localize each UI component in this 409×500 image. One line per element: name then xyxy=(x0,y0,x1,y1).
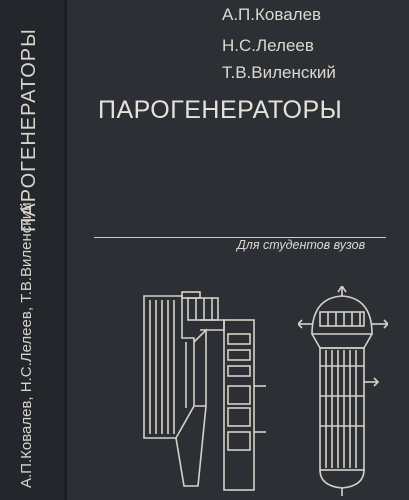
audience-note: Для студентов вузов xyxy=(237,238,366,252)
book-spine xyxy=(0,0,64,500)
spine-title: ПАРОГЕНЕРАТОРЫ xyxy=(18,28,40,232)
author-3: Т.В.Виленский xyxy=(222,63,336,82)
author-2: Н.С.Лелеев xyxy=(222,36,314,55)
author-1: А.П.Ковалев xyxy=(222,5,322,24)
book-title: ПАРОГЕНЕРАТОРЫ xyxy=(98,96,343,124)
boiler-drawing-icon xyxy=(140,286,280,496)
spine-authors: А.П.Ковалев, Н.С.Лелеев, Т.В.Виленский xyxy=(18,202,35,488)
vertical-steam-generator-drawing-icon xyxy=(298,286,388,498)
